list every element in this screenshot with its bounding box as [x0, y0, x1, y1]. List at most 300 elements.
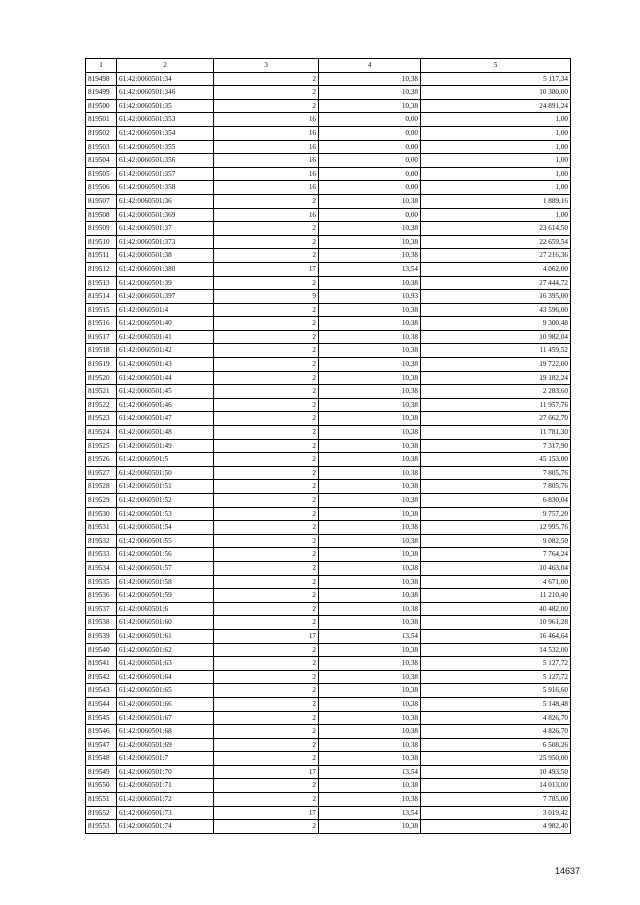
row-number-cell: 819527 [86, 466, 117, 480]
row-number-cell: 819535 [86, 575, 117, 589]
cadastral-number-cell: 61:42:0060501:73 [117, 806, 214, 820]
rate-cell: 0,00 [319, 113, 421, 127]
code-cell: 17 [214, 765, 319, 779]
rate-cell: 10,38 [319, 589, 421, 603]
rate-cell: 10,38 [319, 426, 421, 440]
table-row [86, 602, 571, 616]
rate-cell: 0,00 [319, 181, 421, 195]
cadastral-number-cell: 61:42:0060501:64 [117, 670, 214, 684]
rate-cell: 10,38 [319, 602, 421, 616]
code-cell: 16 [214, 167, 319, 181]
table-row [86, 494, 571, 508]
row-number-cell: 819516 [86, 317, 117, 331]
row-number-cell: 819511 [86, 249, 117, 263]
page-number: 14637 [555, 866, 581, 876]
table-row [86, 738, 571, 752]
cadastral-number-cell: 61:42:0060501:48 [117, 426, 214, 440]
table-row [86, 398, 571, 412]
row-number-cell: 819503 [86, 140, 117, 154]
rate-cell: 10,38 [319, 222, 421, 236]
cadastral-number-cell: 61:42:0060501:69 [117, 738, 214, 752]
code-cell: 2 [214, 711, 319, 725]
amount-cell: 7 785,00 [421, 793, 571, 807]
table-row [86, 765, 571, 779]
code-cell: 2 [214, 466, 319, 480]
code-cell: 2 [214, 72, 319, 86]
row-number-cell: 819549 [86, 765, 117, 779]
cadastral-number-cell: 61:42:0060501:38 [117, 249, 214, 263]
cadastral-number-cell: 61:42:0060501:356 [117, 154, 214, 168]
code-cell: 2 [214, 276, 319, 290]
cadastral-number-cell: 61:42:0060501:6 [117, 602, 214, 616]
row-number-cell: 819537 [86, 602, 117, 616]
row-number-cell: 819512 [86, 262, 117, 276]
table-row [86, 262, 571, 276]
rate-cell: 10,38 [319, 72, 421, 86]
code-cell: 2 [214, 235, 319, 249]
column-header-1: 1 [86, 59, 117, 73]
table-row [86, 779, 571, 793]
code-cell: 2 [214, 480, 319, 494]
row-number-cell: 819515 [86, 303, 117, 317]
rate-cell: 10,38 [319, 235, 421, 249]
table-header-row [86, 59, 571, 73]
amount-cell: 40 482,00 [421, 602, 571, 616]
cadastral-number-cell: 61:42:0060501:39 [117, 276, 214, 290]
amount-cell: 11 459,52 [421, 344, 571, 358]
amount-cell: 22 659,54 [421, 235, 571, 249]
code-cell: 2 [214, 643, 319, 657]
rate-cell: 10,38 [319, 752, 421, 766]
cadastral-number-cell: 61:42:0060501:58 [117, 575, 214, 589]
rate-cell: 0,00 [319, 154, 421, 168]
row-number-cell: 819499 [86, 86, 117, 100]
amount-cell: 4 826,70 [421, 725, 571, 739]
code-cell: 2 [214, 371, 319, 385]
row-number-cell: 819530 [86, 507, 117, 521]
code-cell: 2 [214, 548, 319, 562]
rate-cell: 10,38 [319, 99, 421, 113]
cadastral-number-cell: 61:42:0060501:67 [117, 711, 214, 725]
cadastral-number-cell: 61:42:0060501:36 [117, 194, 214, 208]
code-cell: 2 [214, 99, 319, 113]
table-row [86, 684, 571, 698]
column-header-5: 5 [421, 59, 571, 73]
table-row [86, 181, 571, 195]
code-cell: 16 [214, 154, 319, 168]
rate-cell: 10,38 [319, 439, 421, 453]
amount-cell: 6 508,26 [421, 738, 571, 752]
row-number-cell: 819523 [86, 412, 117, 426]
code-cell: 2 [214, 561, 319, 575]
table-row [86, 657, 571, 671]
rate-cell: 10,38 [319, 466, 421, 480]
cadastral-number-cell: 61:42:0060501:51 [117, 480, 214, 494]
cadastral-number-cell: 61:42:0060501:74 [117, 820, 214, 834]
row-number-cell: 819522 [86, 398, 117, 412]
cadastral-number-cell: 61:42:0060501:355 [117, 140, 214, 154]
row-number-cell: 819553 [86, 820, 117, 834]
cadastral-number-cell: 61:42:0060501:41 [117, 330, 214, 344]
row-number-cell: 819546 [86, 725, 117, 739]
rate-cell: 10,38 [319, 684, 421, 698]
table-row [86, 72, 571, 86]
code-cell: 2 [214, 426, 319, 440]
cadastral-number-cell: 61:42:0060501:358 [117, 181, 214, 195]
code-cell: 17 [214, 262, 319, 276]
code-cell: 17 [214, 629, 319, 643]
table-row [86, 589, 571, 603]
cadastral-number-cell: 61:42:0060501:7 [117, 752, 214, 766]
rate-cell: 13,54 [319, 629, 421, 643]
table-row [86, 330, 571, 344]
code-cell: 16 [214, 113, 319, 127]
rate-cell: 10,38 [319, 453, 421, 467]
table-row [86, 806, 571, 820]
amount-cell: 11 210,40 [421, 589, 571, 603]
table-row [86, 126, 571, 140]
code-cell: 17 [214, 806, 319, 820]
amount-cell: 1,00 [421, 140, 571, 154]
amount-cell: 7 764,24 [421, 548, 571, 562]
table-row [86, 439, 571, 453]
amount-cell: 12 995,76 [421, 521, 571, 535]
code-cell: 16 [214, 181, 319, 195]
amount-cell: 1,00 [421, 208, 571, 222]
cadastral-number-cell: 61:42:0060501:43 [117, 358, 214, 372]
cadastral-number-cell: 61:42:0060501:50 [117, 466, 214, 480]
amount-cell: 6 830,04 [421, 494, 571, 508]
cadastral-number-cell: 61:42:0060501:4 [117, 303, 214, 317]
code-cell: 2 [214, 589, 319, 603]
row-number-cell: 819529 [86, 494, 117, 508]
code-cell: 2 [214, 521, 319, 535]
table-row [86, 561, 571, 575]
row-number-cell: 819507 [86, 194, 117, 208]
table-row [86, 752, 571, 766]
table-row [86, 235, 571, 249]
rate-cell: 10,38 [319, 371, 421, 385]
code-cell: 2 [214, 86, 319, 100]
code-cell: 2 [214, 453, 319, 467]
amount-cell: 45 153,00 [421, 453, 571, 467]
row-number-cell: 819533 [86, 548, 117, 562]
table-row [86, 725, 571, 739]
table-body [86, 72, 571, 833]
row-number-cell: 819514 [86, 290, 117, 304]
rate-cell: 0,00 [319, 140, 421, 154]
cadastral-number-cell: 61:42:0060501:46 [117, 398, 214, 412]
rate-cell: 10,38 [319, 317, 421, 331]
amount-cell: 9 300,48 [421, 317, 571, 331]
row-number-cell: 819548 [86, 752, 117, 766]
table-row [86, 820, 571, 834]
row-number-cell: 819506 [86, 181, 117, 195]
code-cell: 2 [214, 779, 319, 793]
amount-cell: 4 671,00 [421, 575, 571, 589]
code-cell: 2 [214, 670, 319, 684]
code-cell: 2 [214, 657, 319, 671]
rate-cell: 0,00 [319, 126, 421, 140]
amount-cell: 11 957,76 [421, 398, 571, 412]
amount-cell: 5 148,48 [421, 697, 571, 711]
cadastral-number-cell: 61:42:0060501:72 [117, 793, 214, 807]
rate-cell: 10,38 [319, 779, 421, 793]
amount-cell: 1,00 [421, 181, 571, 195]
row-number-cell: 819550 [86, 779, 117, 793]
table-row [86, 358, 571, 372]
table-row [86, 303, 571, 317]
amount-cell: 5 916,60 [421, 684, 571, 698]
code-cell: 2 [214, 249, 319, 263]
amount-cell: 19 182,24 [421, 371, 571, 385]
table-row [86, 317, 571, 331]
cadastral-number-cell: 61:42:0060501:47 [117, 412, 214, 426]
amount-cell: 16 395,00 [421, 290, 571, 304]
cadastral-number-cell: 61:42:0060501:380 [117, 262, 214, 276]
row-number-cell: 819502 [86, 126, 117, 140]
row-number-cell: 819509 [86, 222, 117, 236]
amount-cell: 9 757,20 [421, 507, 571, 521]
row-number-cell: 819544 [86, 697, 117, 711]
amount-cell: 7 317,90 [421, 439, 571, 453]
code-cell: 9 [214, 290, 319, 304]
cadastral-number-cell: 61:42:0060501:373 [117, 235, 214, 249]
code-cell: 2 [214, 820, 319, 834]
table-row [86, 194, 571, 208]
cadastral-number-cell: 61:42:0060501:346 [117, 86, 214, 100]
rate-cell: 10,38 [319, 575, 421, 589]
cadastral-number-cell: 61:42:0060501:59 [117, 589, 214, 603]
cadastral-number-cell: 61:42:0060501:354 [117, 126, 214, 140]
code-cell: 2 [214, 398, 319, 412]
amount-cell: 43 596,00 [421, 303, 571, 317]
amount-cell: 5 127,72 [421, 657, 571, 671]
cadastral-number-cell: 61:42:0060501:369 [117, 208, 214, 222]
rate-cell: 10,38 [319, 561, 421, 575]
rate-cell: 10,38 [319, 86, 421, 100]
document-sheet [85, 58, 571, 834]
table-row [86, 140, 571, 154]
table-row [86, 480, 571, 494]
amount-cell: 10 380,00 [421, 86, 571, 100]
table-row [86, 453, 571, 467]
code-cell: 2 [214, 494, 319, 508]
cadastral-number-cell: 61:42:0060501:52 [117, 494, 214, 508]
rate-cell: 10,38 [319, 697, 421, 711]
row-number-cell: 819505 [86, 167, 117, 181]
cadastral-number-cell: 61:42:0060501:5 [117, 453, 214, 467]
table-row [86, 616, 571, 630]
cadastral-number-cell: 61:42:0060501:60 [117, 616, 214, 630]
row-number-cell: 819519 [86, 358, 117, 372]
cadastral-number-cell: 61:42:0060501:66 [117, 697, 214, 711]
column-header-4: 4 [319, 59, 421, 73]
cadastral-number-cell: 61:42:0060501:49 [117, 439, 214, 453]
row-number-cell: 819534 [86, 561, 117, 575]
code-cell: 2 [214, 507, 319, 521]
table-row [86, 643, 571, 657]
table-row [86, 521, 571, 535]
rate-cell: 10,38 [319, 793, 421, 807]
rate-cell: 10,38 [319, 398, 421, 412]
code-cell: 2 [214, 793, 319, 807]
amount-cell: 27 216,36 [421, 249, 571, 263]
amount-cell: 10 493,50 [421, 765, 571, 779]
cadastral-number-cell: 61:42:0060501:35 [117, 99, 214, 113]
code-cell: 16 [214, 140, 319, 154]
rate-cell: 10,38 [319, 358, 421, 372]
amount-cell: 25 950,00 [421, 752, 571, 766]
table-row [86, 575, 571, 589]
row-number-cell: 819541 [86, 657, 117, 671]
rate-cell: 10,38 [319, 725, 421, 739]
cadastral-number-cell: 61:42:0060501:353 [117, 113, 214, 127]
amount-cell: 5 117,34 [421, 72, 571, 86]
row-number-cell: 819540 [86, 643, 117, 657]
amount-cell: 11 781,30 [421, 426, 571, 440]
code-cell: 2 [214, 358, 319, 372]
cadastral-number-cell: 61:42:0060501:44 [117, 371, 214, 385]
amount-cell: 14 532,00 [421, 643, 571, 657]
table-row [86, 534, 571, 548]
row-number-cell: 819531 [86, 521, 117, 535]
data-table [85, 58, 571, 834]
table-row [86, 426, 571, 440]
rate-cell: 10,38 [319, 494, 421, 508]
rate-cell: 10,38 [319, 249, 421, 263]
amount-cell: 10 982,04 [421, 330, 571, 344]
rate-cell: 10,38 [319, 385, 421, 399]
rate-cell: 10,38 [319, 412, 421, 426]
table-row [86, 793, 571, 807]
code-cell: 2 [214, 439, 319, 453]
row-number-cell: 819539 [86, 629, 117, 643]
row-number-cell: 819500 [86, 99, 117, 113]
amount-cell: 24 891,24 [421, 99, 571, 113]
cadastral-number-cell: 61:42:0060501:61 [117, 629, 214, 643]
row-number-cell: 819513 [86, 276, 117, 290]
code-cell: 2 [214, 330, 319, 344]
cadastral-number-cell: 61:42:0060501:56 [117, 548, 214, 562]
amount-cell: 1,00 [421, 154, 571, 168]
table-row [86, 466, 571, 480]
amount-cell: 16 464,64 [421, 629, 571, 643]
amount-cell: 2 283,60 [421, 385, 571, 399]
cadastral-number-cell: 61:42:0060501:397 [117, 290, 214, 304]
amount-cell: 7 805,76 [421, 466, 571, 480]
cadastral-number-cell: 61:42:0060501:53 [117, 507, 214, 521]
code-cell: 2 [214, 222, 319, 236]
table-row [86, 385, 571, 399]
table-row [86, 99, 571, 113]
cadastral-number-cell: 61:42:0060501:70 [117, 765, 214, 779]
amount-cell: 27 662,70 [421, 412, 571, 426]
rate-cell: 10,38 [319, 276, 421, 290]
cadastral-number-cell: 61:42:0060501:357 [117, 167, 214, 181]
code-cell: 2 [214, 385, 319, 399]
table-row [86, 208, 571, 222]
row-number-cell: 819504 [86, 154, 117, 168]
code-cell: 16 [214, 126, 319, 140]
cadastral-number-cell: 61:42:0060501:57 [117, 561, 214, 575]
code-cell: 2 [214, 344, 319, 358]
amount-cell: 23 614,50 [421, 222, 571, 236]
code-cell: 2 [214, 534, 319, 548]
cadastral-number-cell: 61:42:0060501:40 [117, 317, 214, 331]
rate-cell: 10,38 [319, 303, 421, 317]
table-row [86, 548, 571, 562]
table-row [86, 290, 571, 304]
row-number-cell: 819510 [86, 235, 117, 249]
rate-cell: 10,38 [319, 643, 421, 657]
row-number-cell: 819538 [86, 616, 117, 630]
code-cell: 2 [214, 752, 319, 766]
amount-cell: 27 444,72 [421, 276, 571, 290]
table-row [86, 412, 571, 426]
table-row [86, 167, 571, 181]
code-cell: 2 [214, 194, 319, 208]
table-row [86, 86, 571, 100]
amount-cell: 1,00 [421, 113, 571, 127]
table-row [86, 507, 571, 521]
code-cell: 2 [214, 303, 319, 317]
row-number-cell: 819536 [86, 589, 117, 603]
rate-cell: 10,38 [319, 657, 421, 671]
rate-cell: 10,38 [319, 670, 421, 684]
cadastral-number-cell: 61:42:0060501:55 [117, 534, 214, 548]
rate-cell: 13,54 [319, 765, 421, 779]
row-number-cell: 819551 [86, 793, 117, 807]
rate-cell: 10,38 [319, 330, 421, 344]
amount-cell: 5 127,72 [421, 670, 571, 684]
row-number-cell: 819508 [86, 208, 117, 222]
column-header-3: 3 [214, 59, 319, 73]
code-cell: 2 [214, 725, 319, 739]
table-row [86, 276, 571, 290]
code-cell: 2 [214, 602, 319, 616]
code-cell: 2 [214, 738, 319, 752]
amount-cell: 1 889,16 [421, 194, 571, 208]
rate-cell: 10,38 [319, 521, 421, 535]
row-number-cell: 819532 [86, 534, 117, 548]
row-number-cell: 819552 [86, 806, 117, 820]
amount-cell: 4 826,70 [421, 711, 571, 725]
table-row [86, 154, 571, 168]
amount-cell: 7 805,76 [421, 480, 571, 494]
row-number-cell: 819518 [86, 344, 117, 358]
table-row [86, 249, 571, 263]
amount-cell: 4 062,00 [421, 262, 571, 276]
cadastral-number-cell: 61:42:0060501:62 [117, 643, 214, 657]
table-row [86, 222, 571, 236]
code-cell: 2 [214, 684, 319, 698]
amount-cell: 19 722,00 [421, 358, 571, 372]
table-row [86, 697, 571, 711]
row-number-cell: 819524 [86, 426, 117, 440]
amount-cell: 14 013,00 [421, 779, 571, 793]
rate-cell: 10,38 [319, 480, 421, 494]
table-row [86, 113, 571, 127]
row-number-cell: 819526 [86, 453, 117, 467]
rate-cell: 0,00 [319, 208, 421, 222]
amount-cell: 1,00 [421, 167, 571, 181]
row-number-cell: 819521 [86, 385, 117, 399]
rate-cell: 10,38 [319, 738, 421, 752]
row-number-cell: 819525 [86, 439, 117, 453]
rate-cell: 13,54 [319, 806, 421, 820]
row-number-cell: 819543 [86, 684, 117, 698]
